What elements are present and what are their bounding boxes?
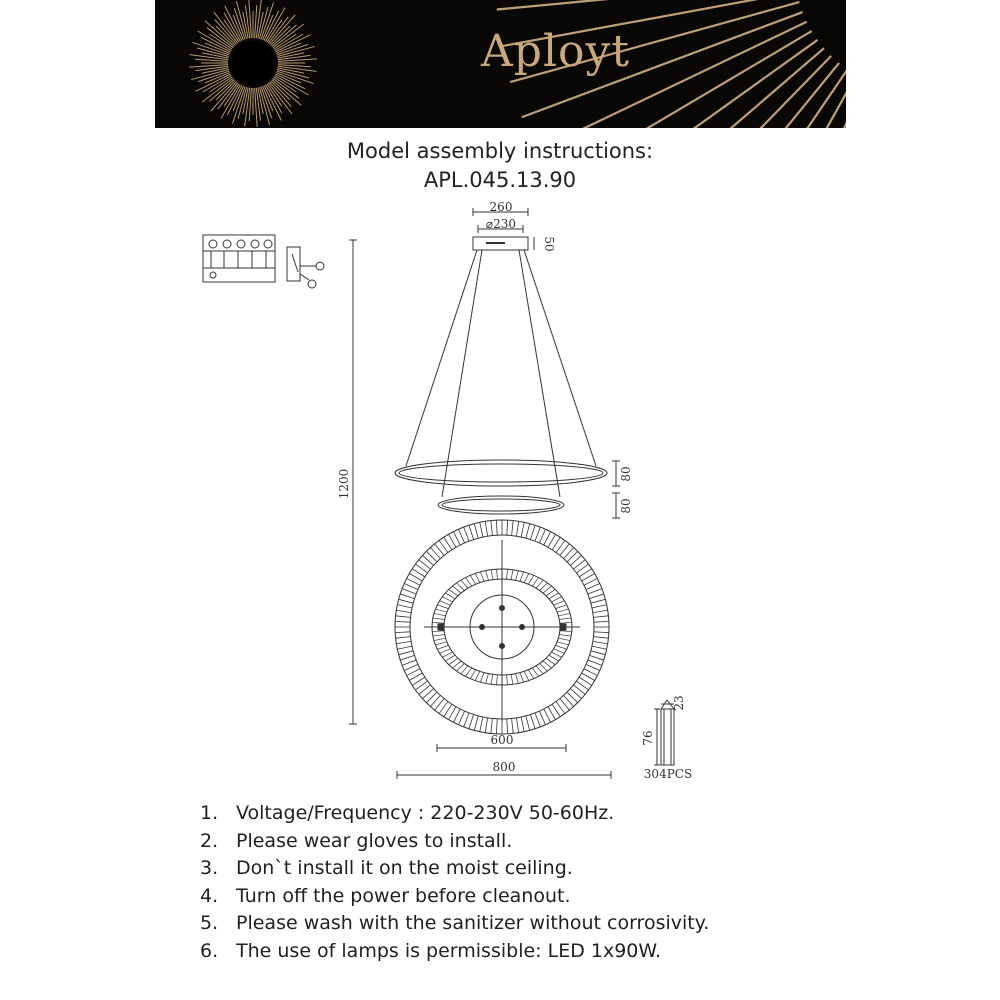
canopy-diameter-label: ⌀230 — [485, 217, 517, 231]
list-item: 1. Voltage/Frequency : 220-230V 50-60Hz. — [200, 802, 615, 824]
terminal-block-icon — [203, 235, 324, 288]
total-height-label: 1200 — [337, 468, 351, 500]
inner-ring-height-label: 80 — [619, 498, 633, 514]
outer-ring-height-label: 80 — [619, 466, 633, 482]
list-item: 3. Don`t install it on the moist ceiling. — [200, 857, 573, 879]
brand-name: Aployt — [481, 26, 631, 77]
crystal-count-label: 304PCS — [643, 767, 693, 781]
instructions-list — [200, 800, 709, 965]
list-item: 6. The use of lamps is permissible: LED 1x90W. — [200, 939, 662, 962]
list-item: 2. Please wear gloves to install. — [200, 829, 513, 852]
crystal-width-label: 23 — [672, 695, 686, 711]
inner-diameter-label: 600 — [490, 733, 514, 747]
canopy-width-label: 260 — [489, 200, 513, 214]
list-item: 4. Turn off the power before cleanout. — [200, 884, 571, 907]
page-title: Model assembly instructions: — [346, 139, 654, 163]
crystal-prism-icon — [654, 700, 674, 765]
canopy-height-label: 50 — [542, 236, 556, 252]
list-item: 5. Please wash with the sanitizer without corrosivity. — [200, 912, 710, 934]
outer-diameter-label: 800 — [492, 760, 516, 774]
crystal-height-label: 76 — [641, 730, 655, 746]
model-number: APL.045.13.90 — [423, 168, 577, 192]
